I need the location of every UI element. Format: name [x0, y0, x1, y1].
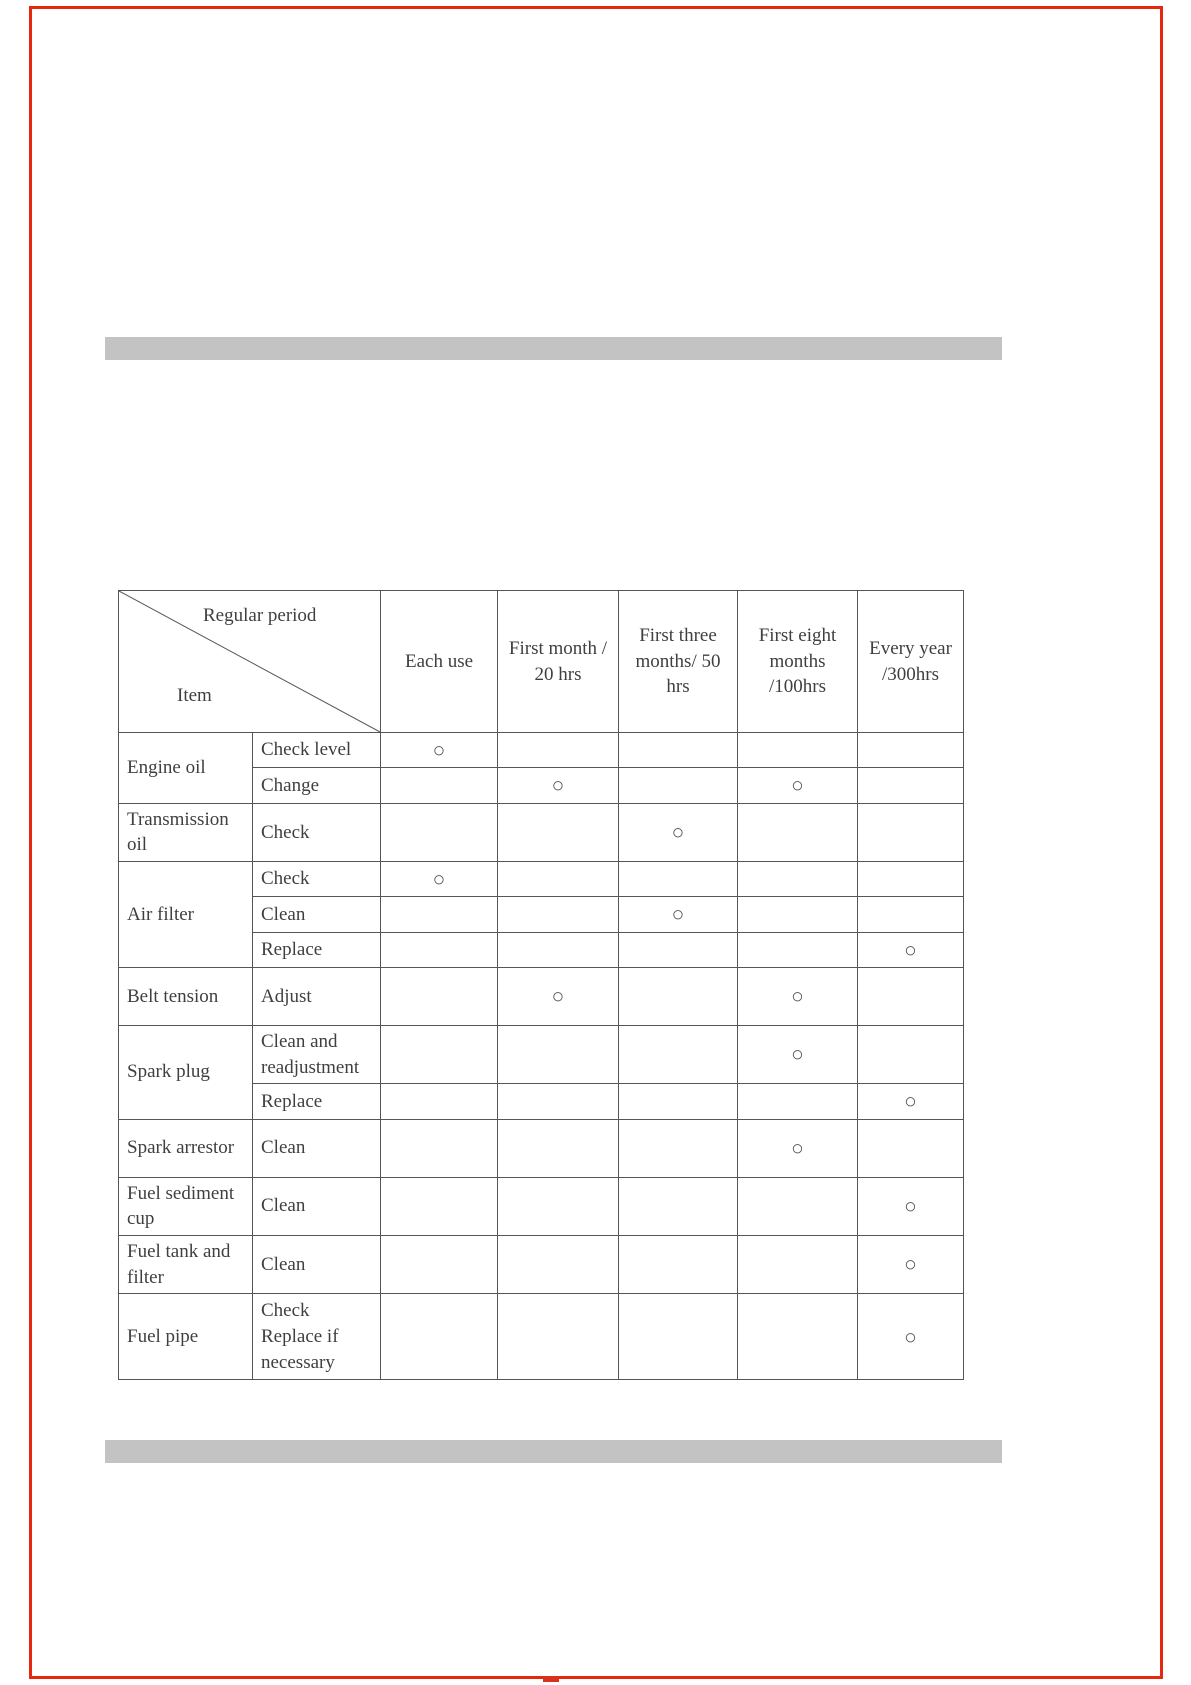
table-row — [119, 968, 964, 1026]
mark-cell — [858, 803, 964, 861]
item-cell: Fuel sediment cup — [119, 1177, 253, 1235]
mark-cell — [858, 897, 964, 932]
mark-cell — [738, 1177, 858, 1235]
mark-cell — [858, 1026, 964, 1084]
item-cell: Transmission oil — [119, 803, 253, 861]
table-row — [119, 733, 964, 768]
header-item-label: Item — [177, 685, 212, 706]
action-cell: Check level — [253, 733, 381, 768]
mark-cell: ○ — [381, 733, 498, 768]
mark-cell: ○ — [858, 932, 964, 967]
mark-cell — [619, 1294, 738, 1380]
footer-page-mark — [543, 1676, 559, 1682]
diagonal-header-cell — [119, 591, 381, 733]
mark-cell — [619, 861, 738, 896]
action-cell: Replace — [253, 932, 381, 967]
mark-cell — [738, 861, 858, 896]
period-header-first-eight-months: First eight months /100hrs — [738, 591, 858, 733]
table-row — [119, 1294, 964, 1380]
mark-cell — [619, 1084, 738, 1119]
action-cell: Clean — [253, 897, 381, 932]
mark-cell — [858, 968, 964, 1026]
mark-cell — [498, 1119, 619, 1177]
mark-cell — [498, 861, 619, 896]
mark-cell: ○ — [498, 768, 619, 803]
mark-cell — [498, 803, 619, 861]
mark-cell: ○ — [498, 968, 619, 1026]
action-cell: Clean — [253, 1119, 381, 1177]
mark-cell — [381, 932, 498, 967]
mark-cell — [498, 897, 619, 932]
mark-cell — [619, 932, 738, 967]
mark-cell — [498, 1235, 619, 1293]
mark-cell: ○ — [858, 1177, 964, 1235]
period-header-every-year: Every year /300hrs — [858, 591, 964, 733]
mark-cell — [381, 768, 498, 803]
mark-cell: ○ — [738, 768, 858, 803]
action-cell: Clean — [253, 1177, 381, 1235]
mark-cell — [858, 733, 964, 768]
period-header-first-month: First month / 20 hrs — [498, 591, 619, 733]
mark-cell — [381, 803, 498, 861]
item-cell: Spark arrestor — [119, 1119, 253, 1177]
action-cell: Clean — [253, 1235, 381, 1293]
mark-cell — [858, 768, 964, 803]
mark-cell — [619, 968, 738, 1026]
mark-cell — [738, 1084, 858, 1119]
mark-cell — [738, 1235, 858, 1293]
mark-cell — [619, 768, 738, 803]
mark-cell: ○ — [619, 803, 738, 861]
mark-cell — [381, 1084, 498, 1119]
mark-cell — [498, 1177, 619, 1235]
item-cell: Fuel pipe — [119, 1294, 253, 1380]
mark-cell: ○ — [738, 1119, 858, 1177]
mark-cell: ○ — [619, 897, 738, 932]
mark-cell — [858, 861, 964, 896]
period-header-first-three-months: First three months/ 50 hrs — [619, 591, 738, 733]
mark-cell — [619, 1119, 738, 1177]
section-divider-top — [105, 337, 1002, 360]
mark-cell: ○ — [738, 1026, 858, 1084]
table-row — [119, 1026, 964, 1084]
mark-cell — [381, 1177, 498, 1235]
mark-cell: ○ — [738, 968, 858, 1026]
section-divider-bottom — [105, 1440, 1002, 1463]
mark-cell: ○ — [858, 1235, 964, 1293]
mark-cell — [619, 1235, 738, 1293]
mark-cell — [738, 932, 858, 967]
item-cell: Air filter — [119, 861, 253, 967]
mark-cell — [738, 897, 858, 932]
mark-cell — [381, 897, 498, 932]
mark-cell — [738, 803, 858, 861]
item-cell: Engine oil — [119, 733, 253, 804]
item-cell: Belt tension — [119, 968, 253, 1026]
table-row — [119, 861, 964, 896]
mark-cell — [498, 1294, 619, 1380]
mark-cell — [858, 1119, 964, 1177]
mark-cell — [381, 1294, 498, 1380]
mark-cell: ○ — [858, 1084, 964, 1119]
action-cell: Clean and readjustment — [253, 1026, 381, 1084]
table-header-row — [119, 591, 964, 733]
mark-cell — [498, 1026, 619, 1084]
mark-cell — [738, 733, 858, 768]
mark-cell — [381, 1026, 498, 1084]
mark-cell — [738, 1294, 858, 1380]
header-regular-period-label: Regular period — [203, 605, 317, 626]
mark-cell — [381, 1235, 498, 1293]
mark-cell — [381, 1119, 498, 1177]
mark-cell: ○ — [381, 861, 498, 896]
mark-cell — [619, 1177, 738, 1235]
mark-cell — [619, 733, 738, 768]
mark-cell — [498, 1084, 619, 1119]
action-cell: Replace — [253, 1084, 381, 1119]
action-cell: Check — [253, 861, 381, 896]
mark-cell — [619, 1026, 738, 1084]
mark-cell — [498, 932, 619, 967]
mark-cell — [381, 968, 498, 1026]
mark-cell — [498, 733, 619, 768]
table-row — [119, 1119, 964, 1177]
action-cell: Adjust — [253, 968, 381, 1026]
item-cell: Fuel tank and filter — [119, 1235, 253, 1293]
item-cell: Spark plug — [119, 1026, 253, 1120]
action-cell: Change — [253, 768, 381, 803]
mark-cell: ○ — [858, 1294, 964, 1380]
maintenance-schedule-table — [118, 590, 964, 1380]
table-row — [119, 803, 964, 861]
table-row — [119, 1177, 964, 1235]
action-cell: Check — [253, 803, 381, 861]
action-cell: Check Replace if necessary — [253, 1294, 381, 1380]
period-header-each-use: Each use — [381, 591, 498, 733]
table-row — [119, 1235, 964, 1293]
